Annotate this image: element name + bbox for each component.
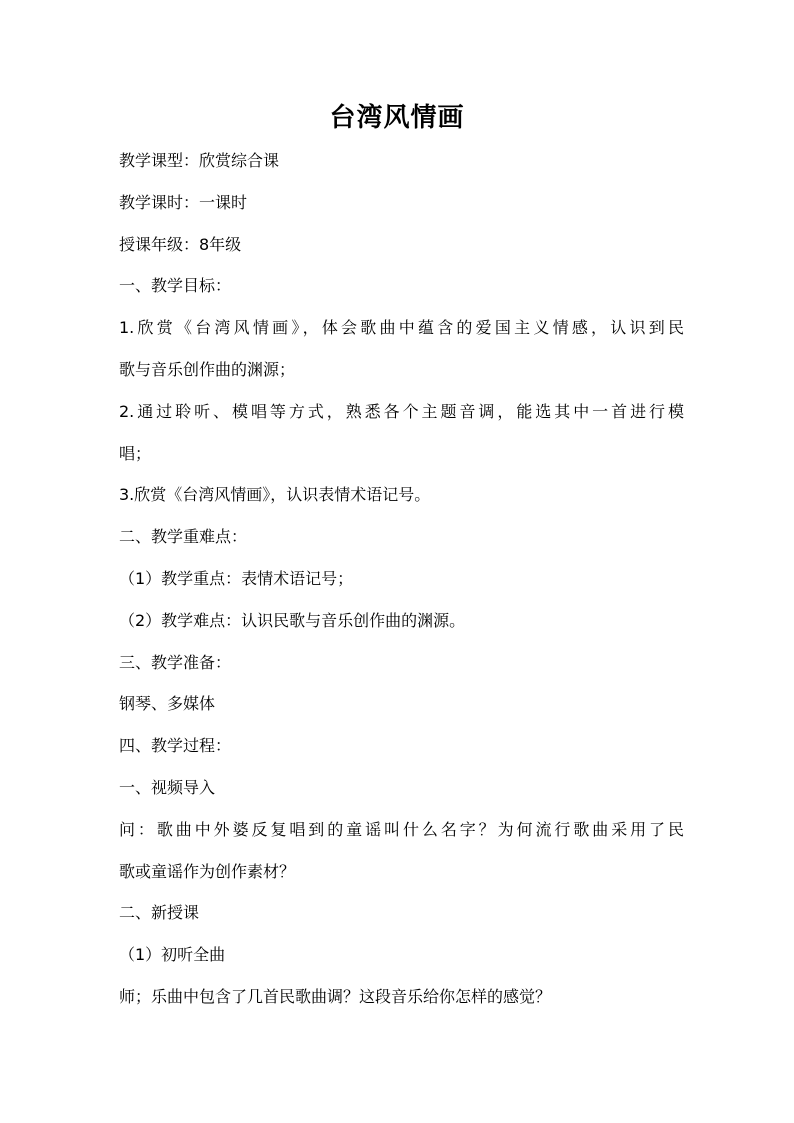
step-video-intro: 一、视频导入 <box>119 777 216 797</box>
objective-1-line-1: 1.欣赏《台湾风情画》，体会歌曲中蕴含的爱国主义情感，认识到民 <box>119 318 684 338</box>
section-heading-process: 四、教学过程： <box>119 736 232 756</box>
key-point-line: （1）教学重点：表情术语记号； <box>119 568 354 588</box>
teacher-question-line: 师；乐曲中包含了几首民歌曲调？这段音乐给你怎样的感觉？ <box>119 986 552 1006</box>
document-body <box>119 140 684 1018</box>
lesson-type-line: 教学课型：欣赏综合课 <box>119 151 280 170</box>
section-heading-objectives: 一、教学目标： <box>119 276 232 296</box>
objective-3-line: 3.欣赏《台湾风情画》，认识表情术语记号。 <box>119 485 431 505</box>
objective-2-line-2: 唱； <box>119 443 152 463</box>
question-line-1: 问：歌曲中外婆反复唱到的童谣叫什么名字？为何流行歌曲采用了民 <box>119 819 684 839</box>
substep-first-listen: （1）初听全曲 <box>119 945 226 965</box>
section-heading-key-points: 二、教学重难点： <box>119 527 248 547</box>
preparation-line: 钢琴、多媒体 <box>119 694 216 714</box>
objective-2-line-1: 2.通过聆听、模唱等方式，熟悉各个主题音调，能选其中一首进行模 <box>119 401 684 421</box>
question-line-2: 歌或童谣作为创作素材？ <box>119 861 296 881</box>
section-heading-preparation: 三、教学准备： <box>119 652 232 672</box>
objective-1-line-2: 歌与音乐创作曲的渊源； <box>119 359 296 379</box>
step-new-lesson: 二、新授课 <box>119 903 200 923</box>
lesson-hours-line: 教学课时：一课时 <box>119 192 248 212</box>
document-title: 台湾风情画 <box>329 103 465 133</box>
grade-line: 授课年级：8年级 <box>119 234 242 254</box>
difficult-point-line: （2）教学难点：认识民歌与音乐创作曲的渊源。 <box>119 610 466 630</box>
